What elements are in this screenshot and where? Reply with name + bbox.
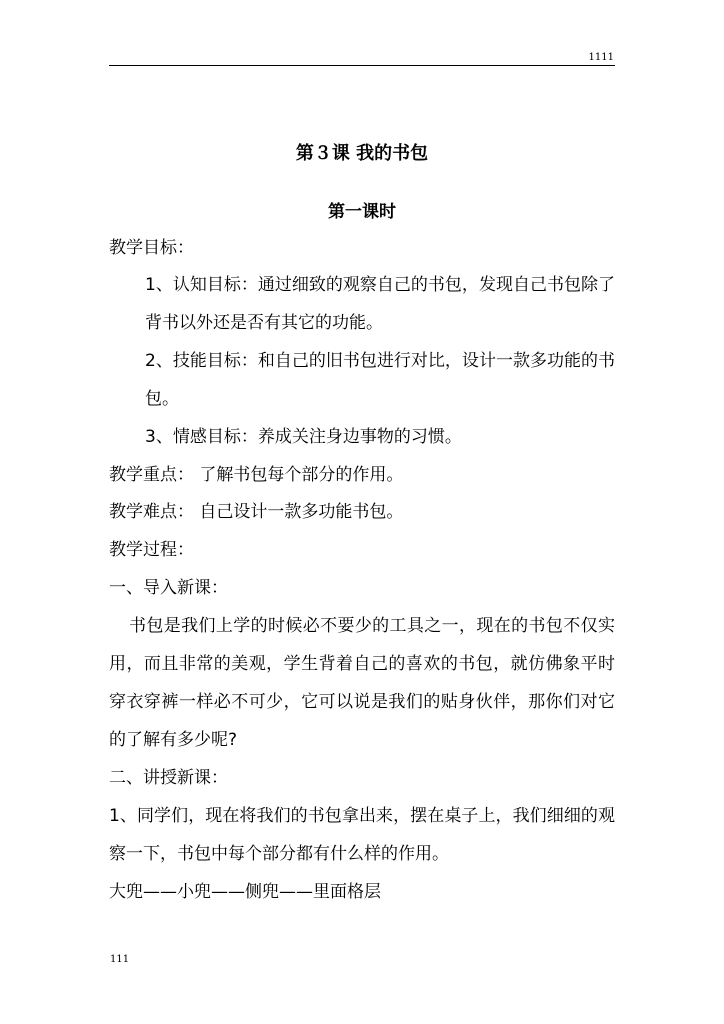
section-2-heading: 二、讲授新课： [109,768,228,788]
header-page-number: 1111 [588,52,614,63]
difficulties: 教学难点： 自己设计一款多功能书包。 [109,502,404,522]
objective-2-line-1: 2、技能目标：和自己的旧书包进行对比，设计一款多功能的书 [145,351,615,371]
footer-page-number: 111 [110,954,130,965]
intro-paragraph-line-4: 的了解有多少呢? [109,730,238,750]
header-divider [109,65,615,66]
pockets-sequence: 大兜——小兜——侧兜——里面格层 [109,882,381,902]
intro-paragraph-line-2: 用，而且非常的美观，学生背着自己的喜欢的书包，就仿佛象平时 [109,654,615,674]
intro-paragraph-line-3: 穿衣穿裤一样必不可少，它可以说是我们的贴身伙伴，那你们对它 [109,692,615,712]
objective-2-line-2: 包。 [145,389,179,409]
section-1-heading: 一、导入新课： [109,578,228,598]
intro-paragraph-line-1: 书包是我们上学的时候必不要少的工具之一，现在的书包不仅实 [129,616,615,636]
lesson-paragraph-line-2: 察一下，书包中每个部分都有什么样的作用。 [109,844,449,864]
lesson-paragraph-line-1: 1、同学们，现在将我们的书包拿出来，摆在桌子上，我们细细的观 [109,806,615,826]
lesson-period-heading: 第一课时 [328,202,396,222]
process-heading: 教学过程： [109,540,194,560]
objective-3: 3、情感目标：养成关注身边事物的习惯。 [145,427,462,447]
key-points: 教学重点： 了解书包每个部分的作用。 [109,465,404,485]
page-title: 第３课 我的书包 [295,143,429,164]
objective-1-line-1: 1、认知目标：通过细致的观察自己的书包，发现自己书包除了 [145,275,615,295]
objective-1-line-2: 背书以外还是否有其它的功能。 [145,313,383,333]
objectives-heading: 教学目标： [109,238,194,258]
